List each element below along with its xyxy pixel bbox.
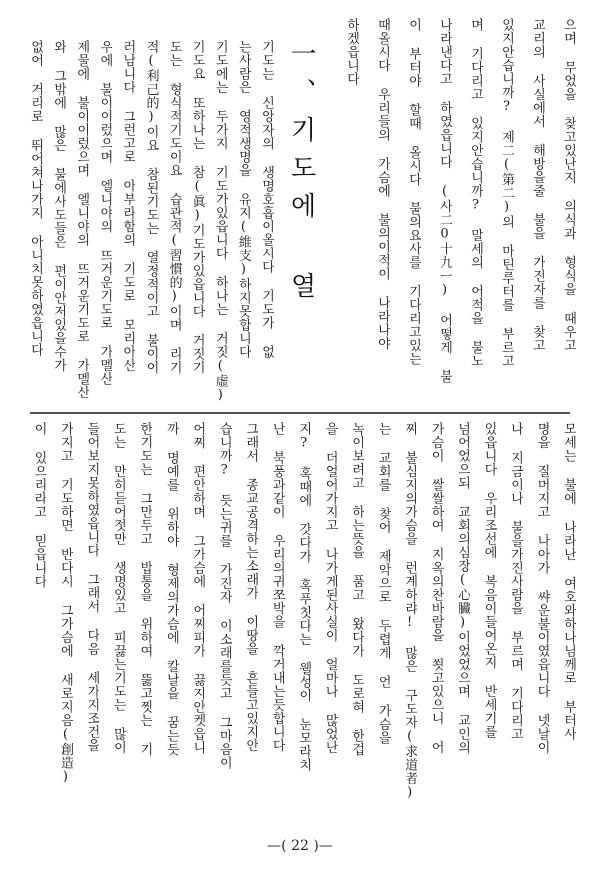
lower-text-line: 녹이보려고 하는뜻을 품고 왔다가 도로혀 한겁 (349, 422, 365, 756)
upper-right-text-line: 나라낸다고 하였읍니다 (사二0十九ㅡ) 어떻게 불 (437, 18, 452, 383)
section-divider (30, 412, 570, 414)
upper-right-text-line: 교리의 사실에서 해방을줄 불을 가진자를 찾고 (530, 18, 545, 352)
upper-left-text-line: 제물에 불이이렀으며 엘니야의 뜨거운기도로 가멜산 (74, 40, 90, 399)
upper-left-text-line: 적(利己的)이요 참된기도는 열정적이고 불이이 (143, 40, 159, 374)
upper-left-text-line: 우에 불이이렀으며 엘니야의 뜨거운기도로 가멜산 (97, 40, 113, 386)
upper-left-text-line: 도는 형식적기도이요 습관적(習慣的)이며 리기 (166, 40, 182, 374)
upper-left-text-line: 와 그밖에 많은 불에사도들은 편이안저있을수가 (51, 40, 67, 372)
upper-right-text-line: 으며 무었을 찾고있난지 의식과 형식을 때우고 (561, 18, 576, 352)
lower-text-line: 지? 혹때에 갓다가 혹푸칫다는 웰성이 눈모라치 (296, 422, 312, 772)
lower-text-line: 어찌 편안하며 그가슴에 어찌피가 끓지안켓읍니 (190, 422, 206, 754)
lower-text-line: 들어보지못하였읍니다 그래서 다음 세가지조건을 (84, 422, 100, 752)
lower-text-line: 이 있으리라고 믿읍니다 (31, 422, 47, 588)
lower-text-line: 가슴이 쌀쌀하여 지옥의찬바람을 쐿고있으니 어 (428, 422, 444, 754)
section-title: 一、기도에 열 (286, 40, 316, 310)
lower-text-line: 습니까? 듯는귀를 가진자 이소래를듯고 그마음이 (216, 422, 232, 770)
lower-text-line: 도는 만히듣어젓만 생명있고 피끓는기도는 많이 (110, 422, 126, 754)
lower-text-line: 있읍니다 우리조선에 복음이들어온지 반세기를 (481, 422, 497, 739)
lower-text-line: 는 교회를 찾어 제악으로 두렵게 언 가슴을 (375, 422, 391, 745)
upper-right-text-line: 며 기다리고 있지안습니까? 말세의 어적을 불노 (468, 18, 483, 368)
upper-right-text-line: 이 부터야 할때 올시다 불의요사를 기다리고있는 (406, 18, 421, 366)
upper-left-text-line: 기도요 또하나는 참(眞)기도가있읍니다 거짓기 (189, 40, 205, 374)
lower-text-line: 모세는 불에 나라난 여호와하나님께로 부터사 (560, 422, 576, 741)
upper-left-text-line: 없어 거리로 뛰어쳐나가지 아니치못하였읍니다 (28, 40, 44, 357)
lower-text-line: 찌 불심지의가슴을 런계하랴! 많은 구도자(求道者) (402, 422, 418, 801)
upper-left-text-line: 기도는 신앙자의 생명호흡이올시다 기도가 없 (258, 40, 274, 359)
upper-right-text-line: 하겠읍니다 (344, 18, 359, 86)
lower-text-line: 그래서 종교공격하는소래가 이땅을 흔들고있지안 (243, 422, 259, 752)
page-number: —( 22 )— (267, 838, 333, 854)
lower-text-line: 한기도는 그만두고 밥통을 위하여 뚫고찟는 기 (137, 422, 153, 756)
lower-text-line: 을 더얼어가지고 나가게된사실이 얼마나 많었난 (322, 422, 338, 754)
upper-right-text-line: 때올시다 우리들의 가슴에 불의이적이 나라나야 (375, 18, 390, 350)
lower-text-line: 나 지금이나 불을가진사람을 부르며 기다리고 (508, 422, 524, 741)
upper-left-text-line: 는사람은 영적생명을 유지(維支)하지못합니다 (235, 40, 251, 359)
upper-right-text-line: 있지안습니까? 제二(第二)의 마틴루터를 부르고 (499, 18, 514, 368)
upper-left-text-line: 기도에는 두가지 기도가있읍니다 하나는 거짓(虛) (212, 40, 228, 403)
lower-text-line: 까 명예를 위하야 형제의가슴에 칼날을 꿈는듯 (163, 422, 179, 756)
lower-text-line: 넘어었으되 교회의심장(心臟)이었었으며 교인의 (455, 422, 471, 754)
lower-text-line: 난 북풍과같이 우리의귀쪼박을 깍거내는듯합니다 (269, 422, 285, 752)
upper-left-text-line: 러남니다 그런고로 아부라함의 기도로 모리아산 (120, 40, 136, 372)
lower-text-line: 가지고 기도하면 반다시 그가슴에 새로지음(創造) (57, 422, 73, 785)
lower-text-line: 명을 질머지고 나아가 쌰운불이였읍니다 넷날이 (534, 422, 550, 754)
